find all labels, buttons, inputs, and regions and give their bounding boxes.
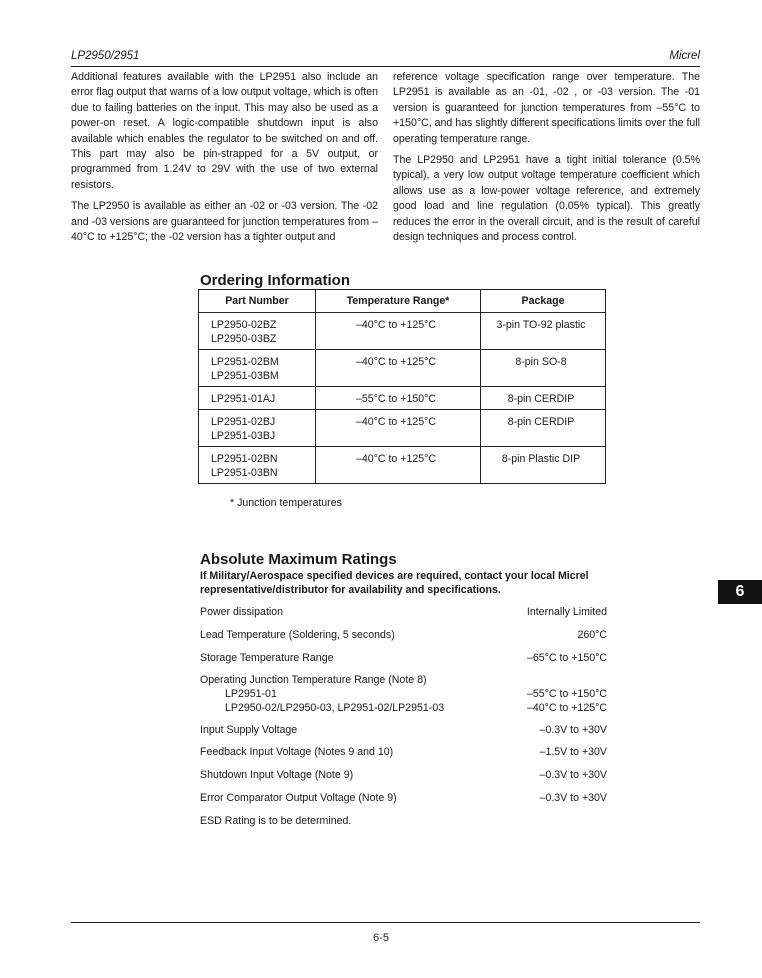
junction-temp-footnote: * Junction temperatures (230, 497, 342, 509)
header-company: Micrel (669, 50, 700, 62)
abs-max-ratings-title: Absolute Maximum Ratings (200, 551, 397, 568)
rating-label: Error Comparator Output Voltage (Note 9) (200, 792, 397, 804)
rating-sub-value: –55°C to +150°C (526, 688, 607, 700)
package-cell: 8-pin Plastic DIP (481, 447, 606, 484)
intro-right-column (393, 70, 700, 251)
package-cell: 8-pin CERDIP (481, 410, 606, 447)
table-row (199, 410, 606, 447)
table-row (199, 387, 606, 410)
footer-rule (71, 922, 700, 923)
ordering-header-row (199, 290, 606, 313)
ordering-info-title: Ordering Information (200, 272, 350, 289)
rating-sub-value: –40°C to +125°C (526, 702, 607, 714)
rating-value: –0.3V to +30V (539, 724, 607, 736)
rating-label: ESD Rating is to be determined. (200, 815, 352, 827)
part-number-cell: LP2951-02BM LP2951-03BM (199, 350, 316, 387)
temperature-cell: –40°C to +125°C (316, 447, 481, 484)
package-cell: 8-pin SO-8 (481, 350, 606, 387)
part-number-cell: LP2951-01AJ (199, 387, 316, 410)
abs-max-ratings-notice: If Military/Aerospace specified devices are required, contact your local Micrel representative/distributor for availability and specifications. (200, 570, 589, 596)
rating-label: Lead Temperature (Soldering, 5 seconds) (200, 629, 395, 641)
rating-value: –1.5V to +30V (539, 746, 607, 758)
rating-label: Input Supply Voltage (200, 724, 298, 736)
part-number-cell: LP2950-02BZ LP2950-03BZ (199, 313, 316, 350)
intro-paragraph: The LP2950 is available as either an -02 or -03 version. The -02 and -03 versions are guaranteed for junction temperatures from –40°C to +125°C; the -02 version has a tighter output and (71, 200, 378, 244)
rating-value: Internally Limited (526, 606, 607, 618)
rating-label: Storage Temperature Range (200, 652, 334, 664)
ordering-table (198, 290, 606, 484)
rating-value: –0.3V to +30V (539, 769, 607, 781)
part-number-cell: LP2951-02BN LP2951-03BN (199, 447, 316, 484)
rating-label: Power dissipation (200, 606, 284, 618)
intro-paragraph: The LP2950 and LP2951 have a tight initial tolerance (0.5% typical), a very low output voltage temperature coefficient which allows use as a low-power voltage reference, and extremely good load and line regulation (0.05% typical). This greatly reduces the error in the overall circuit, and is the result of careful design techniques and process control. (393, 154, 700, 244)
header-rule (71, 66, 700, 67)
rating-label: Shutdown Input Voltage (Note 9) (200, 769, 354, 781)
rating-label: Operating Junction Temperature Range (Note 8) (200, 674, 427, 686)
section-tab-badge: 6 (718, 580, 762, 604)
table-row (199, 313, 606, 350)
package-cell: 3-pin TO-92 plastic (481, 313, 606, 350)
intro-paragraph: Additional features available with the LP2951 also include an error flag output that warns of a low output voltage, which is often due to failing batteries on the input. This may also be used as a power-on reset. A logic-compatible shutdown input is also available which enables the regulator to be switched on and off. This part may also be pin-strapped for a 5V output, or programmed from 1.24V to 29V with the use of two external resistors. (71, 71, 378, 191)
header-part-number: LP2950/2951 (71, 50, 140, 62)
package-cell: 8-pin CERDIP (481, 387, 606, 410)
col-header-part-number: Part Number (199, 290, 316, 313)
rating-value: –65°C to +150°C (526, 652, 607, 664)
col-header-package: Package (481, 290, 606, 313)
table-row (199, 447, 606, 484)
rating-value: 260°C (577, 629, 607, 641)
temperature-cell: –40°C to +125°C (316, 410, 481, 447)
table-row (199, 350, 606, 387)
intro-left-column (71, 70, 378, 251)
rating-label: Feedback Input Voltage (Notes 9 and 10) (200, 746, 394, 758)
rating-row (200, 673, 607, 715)
temperature-cell: –55°C to +150°C (316, 387, 481, 410)
temperature-cell: –40°C to +125°C (316, 350, 481, 387)
temperature-cell: –40°C to +125°C (316, 313, 481, 350)
page-number: 6-5 (373, 932, 389, 944)
part-number-cell: LP2951-02BJ LP2951-03BJ (199, 410, 316, 447)
rating-value: –0.3V to +30V (539, 792, 607, 804)
intro-paragraph: reference voltage specification range over temperature. The LP2951 is available as an -01, -02 , or -03 version. The -01 version is guaranteed for junction temperatures from –55°C to +150°C, and has slightly different specifications limits over the full operating temperature range. (393, 71, 701, 145)
rating-sub-label: LP2951-01 (225, 688, 277, 700)
col-header-temperature: Temperature Range* (316, 290, 481, 313)
rating-sub-label: LP2950-02/LP2950-03, LP2951-02/LP2951-03 (225, 702, 445, 714)
